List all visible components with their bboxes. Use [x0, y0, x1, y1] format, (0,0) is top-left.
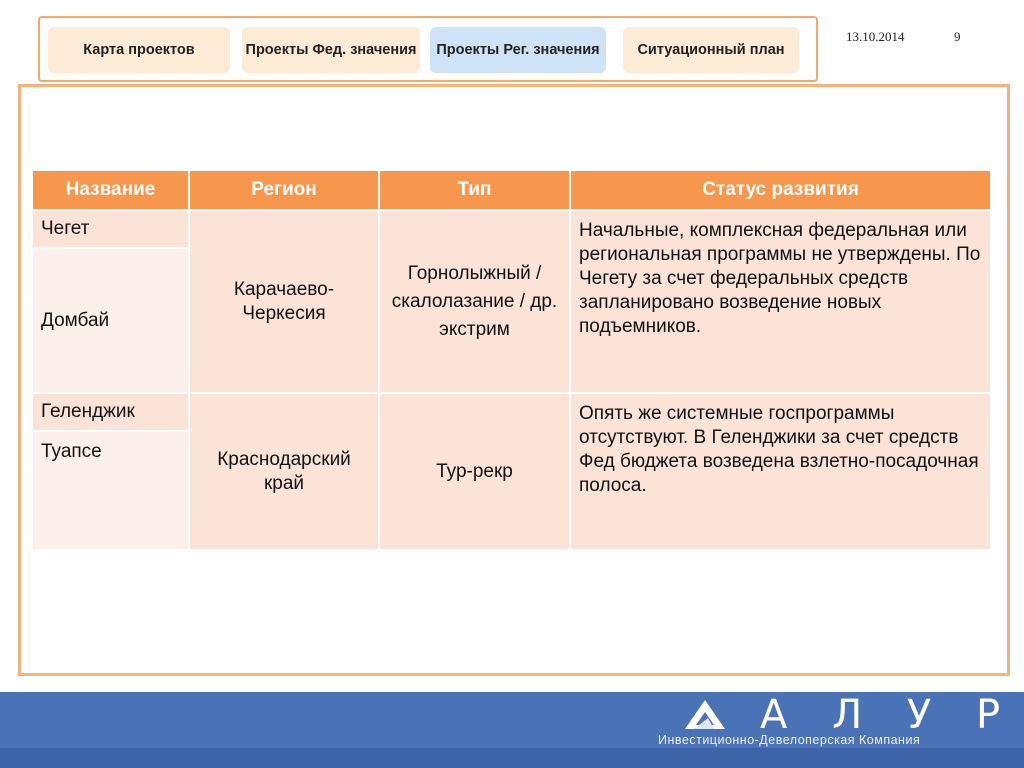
tab-situational-plan[interactable]: Ситуационный план [623, 27, 799, 73]
header-name: Название [33, 171, 188, 209]
table-cell-type: Горнолыжный / скалолазание / др. экстрим [380, 211, 569, 392]
company-logo-icon [684, 698, 726, 730]
table-cell-region: Краснодарский край [190, 394, 378, 549]
table-cell-name: Туапсе [33, 432, 188, 549]
tab-regional-projects[interactable]: Проекты Рег. значения [430, 27, 606, 73]
page-number: 9 [954, 29, 961, 44]
header-type: Тип [380, 171, 569, 209]
tab-federal-projects[interactable]: Проекты Фед. значения [242, 27, 420, 73]
header-status: Статус развития [571, 171, 990, 209]
projects-table [33, 171, 990, 549]
table-cell-name: Чегет [33, 211, 188, 247]
footer-bottom-strip [0, 748, 1024, 768]
table-cell-name: Домбай [33, 249, 188, 392]
table-cell-type: Тур-рекр [380, 394, 569, 549]
table-cell-region: Карачаево-Черкесия [190, 211, 378, 392]
table-cell-status: Опять же системные госпрограммы отсутствуют. В Геленджики за счет средств Фед бюджета возведена взлетно-посадочная полоса. [571, 394, 990, 549]
table-cell-name: Геленджик [33, 394, 188, 430]
company-subtitle: Инвестиционно-Девелоперская Компания [658, 733, 921, 747]
company-logo-text: А Л У Р [760, 692, 1017, 738]
table-cell-status: Начальные, комплексная федеральная или региональная программы не утверждены. По Чегету за счет федеральных средств запланировано возведение новых подъемников. [571, 211, 990, 392]
header-region: Регион [190, 171, 378, 209]
slide-date: 13.10.2014 [846, 29, 905, 44]
tab-project-map[interactable]: Карта проектов [48, 27, 230, 73]
